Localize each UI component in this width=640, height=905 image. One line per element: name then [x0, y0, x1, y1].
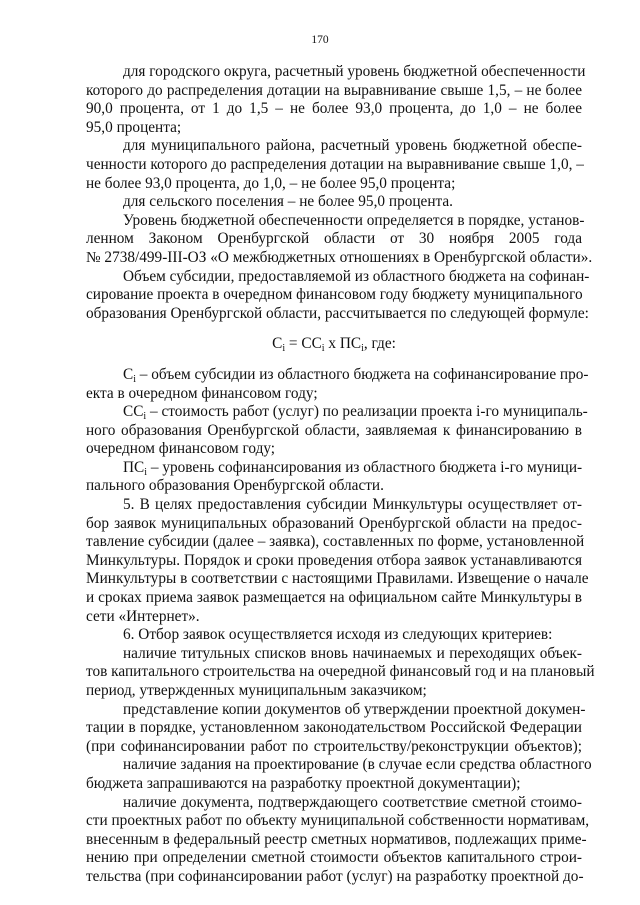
- page-number: 170: [311, 34, 329, 46]
- text-line: ленном Законом Оренбургской области от 30 ноября 2005 года: [86, 230, 582, 248]
- text-line: для городского округа, расчетный уровень бюджетной обеспеченности: [123, 63, 586, 80]
- text-line: 90,0 процента, от 1 до 1,5 – не более 93,0 процента, до 1,0 – не более: [86, 100, 582, 118]
- paragraph: [86, 700, 586, 757]
- paragraph: [86, 211, 593, 268]
- text-line: № 2738/499-III-ОЗ «О межбюджетных отношениях в Оренбургской области».: [86, 248, 593, 266]
- text-line: и сроках приема заявок размещается на официальном сайте Минкультуры в: [86, 589, 582, 607]
- paragraph: [86, 793, 590, 887]
- text-line: ного образования Оренбургской области, заявляемая к финансированию в: [86, 421, 582, 439]
- paragraph: [86, 644, 595, 701]
- formula-equals: = СС: [285, 335, 322, 353]
- text-line: Минкультуры. Порядок и сроки проведения отбора заявок устанавливаются: [86, 551, 582, 569]
- text-line: сети «Интернет».: [86, 607, 200, 625]
- definition-text: – стоимость работ (услуг) по реализации проекта i-го муниципаль-: [146, 403, 588, 421]
- formula-subscript: i: [282, 343, 286, 355]
- text-line: [86, 459, 582, 478]
- text-line: [86, 365, 589, 385]
- paragraph: [86, 63, 586, 137]
- text-line: не более 93,0 процента, до 1,0, – не более 95,0 процента;: [86, 174, 456, 192]
- text-line: для сельского поселения – не более 95,0 процента.: [123, 193, 454, 211]
- text-line: наличие титульных списков вновь начинаемых и переходящих объек-: [123, 644, 582, 662]
- text-line: нению при определении сметной стоимости объектов капитального строи-: [86, 849, 582, 867]
- text-line: (при софинансировании работ по строительству/реконструкции объектов);: [86, 737, 582, 755]
- text-line: 95,0 процента;: [86, 118, 182, 136]
- formula-times: х ПС: [324, 335, 362, 353]
- text-line: 6. Отбор заявок осуществляется исходя из следующих критериев:: [123, 626, 553, 644]
- intro-paragraphs: [86, 63, 593, 323]
- text-line: пального образования Оренбургской области.: [86, 477, 384, 495]
- paragraph: [86, 137, 582, 193]
- text-line: наличие задания на проектирование (в случае если средства областного: [123, 756, 592, 774]
- text-line: тавление субсидии (далее – заявка), составленных по форме, установленной: [86, 533, 585, 551]
- definition: [86, 459, 582, 496]
- paragraph: [86, 496, 589, 626]
- formula-subscript: i: [321, 343, 325, 355]
- text-line: наличие документа, подтверждающего соответствие сметной стоимо-: [123, 793, 582, 811]
- text-line: тов капитального строительства на очередной финансовый год и на плановый: [86, 663, 595, 681]
- text-line: сирование проекта в очередном финансовом году бюджету муниципального: [86, 286, 583, 304]
- formula-symbol: С: [272, 335, 283, 353]
- paragraph: [86, 756, 592, 793]
- text-line: екта в очередном финансовом году;: [86, 384, 318, 402]
- paragraph: [86, 626, 582, 645]
- selection-paragraphs: [86, 496, 595, 886]
- definition-text: – объем субсидии из областного бюджета на софинансирование про-: [135, 365, 589, 383]
- text-line: тельства (при софинансировании работ (услуг) на разработку проектной до-: [86, 867, 584, 885]
- formula: [86, 335, 582, 354]
- formula-definitions: [86, 365, 589, 496]
- text-line: тации в порядке, установленном законодательством Российской Федерации: [86, 719, 582, 737]
- text-line: сти проектных работ по объекту муниципальной собственности нормативам,: [86, 812, 590, 830]
- text-line: ченности которого до распределения дотации на выравнивание свыше 1,0, –: [86, 155, 584, 173]
- definition-subscript: i: [133, 373, 136, 385]
- definition-symbol: СС: [123, 403, 144, 421]
- definition-subscript: i: [144, 466, 148, 478]
- text-line: Минкультуры в соответствии с настоящими Правилами. Извещение о начале: [86, 570, 589, 588]
- spacer: [86, 323, 582, 335]
- text-line: которого до распределения дотации на выравнивание свыше 1,5, – не более: [86, 81, 582, 99]
- text-line: 5. В целях предоставления субсидии Минкультуры осуществляет от-: [123, 496, 582, 514]
- text-line: образования Оренбургской области, рассчитывается по следующей формуле:: [86, 304, 589, 322]
- text-line: представление копии документов об утверждении проектной докумен-: [123, 700, 586, 718]
- text-line: период, утвержденных муниципальным заказчиком;: [86, 682, 427, 699]
- text-line: для муниципального района, расчетный уровень бюджетной обеспе-: [123, 137, 582, 155]
- definition: [86, 365, 589, 403]
- paragraph: [86, 267, 590, 324]
- text-line: Объем субсидии, предоставляемой из областного бюджета на софинан-: [123, 267, 590, 285]
- text-line: бор заявок муниципальных образований Оренбургской области на предос-: [86, 514, 582, 532]
- definition-symbol: ПС: [123, 458, 145, 476]
- document-body: [86, 63, 595, 887]
- definition-symbol: С: [123, 365, 134, 383]
- text-line: Уровень бюджетной обеспеченности определяется в порядке, установ-: [123, 211, 585, 229]
- definition-text: – уровень софинансирования из областного бюджета i-го муници-: [147, 458, 583, 476]
- spacer: [86, 354, 582, 366]
- definition-subscript: i: [143, 411, 147, 423]
- definition: [86, 403, 588, 459]
- text-line: очередном финансовом году;: [86, 440, 276, 458]
- formula-subscript: i: [361, 343, 364, 355]
- text-line: внесенным в федеральный реестр сметных нормативов, подлежащих приме-: [86, 830, 587, 848]
- formula-tail: , где:: [363, 335, 396, 353]
- text-line: [86, 403, 588, 423]
- paragraph: [86, 193, 582, 212]
- text-line: бюджета запрашиваются на разработку проектной документации);: [86, 774, 521, 792]
